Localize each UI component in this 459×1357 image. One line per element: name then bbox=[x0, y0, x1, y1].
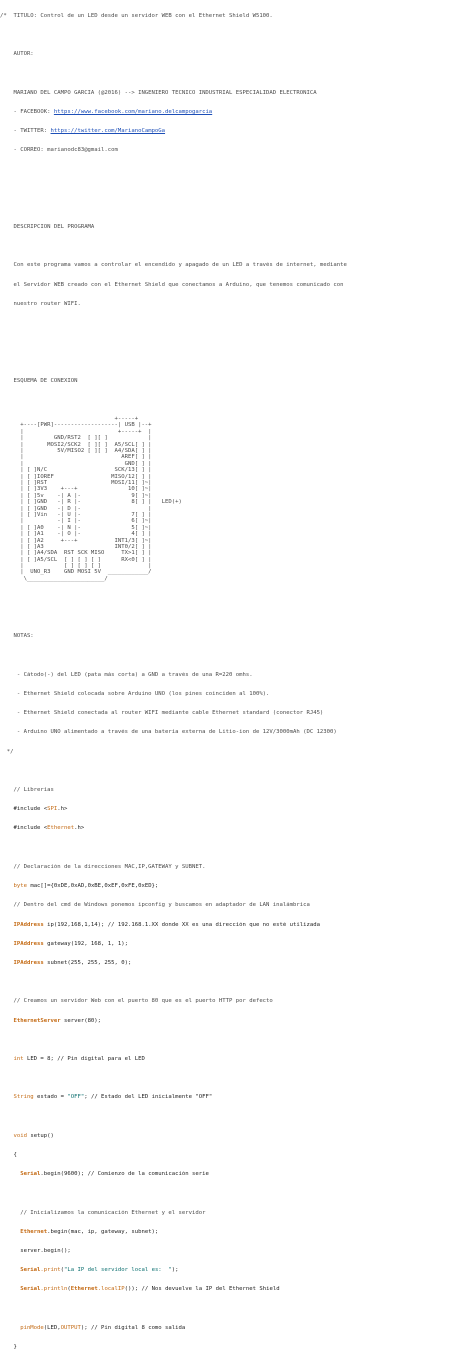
ethernet-library: Ethernet bbox=[47, 825, 75, 832]
diagram-line: | [ ]A3 INT0/2[ ] | bbox=[0, 543, 152, 550]
diagram-line: | [ ]N/C SCK/13[ ] | bbox=[0, 467, 152, 474]
ethernet-begin-call: .begin(mac, ip, gateway, subnet); bbox=[47, 1228, 159, 1235]
ethernet-object: Ethernet bbox=[0, 1228, 48, 1235]
paren-open: ( bbox=[67, 1286, 71, 1293]
diagram-line: | GND[ ] | bbox=[0, 460, 152, 467]
declaracion-comment: // Declaración de la direcciones MAC,IP,GATEWAY y SUBNET. bbox=[0, 863, 206, 870]
diagram-line: | [ ]A0 -| N |- 5[ ]~| bbox=[0, 524, 152, 531]
server-begin-line: server.begin(); bbox=[0, 1247, 71, 1254]
pinmode-line bbox=[0, 1325, 459, 1331]
init-comment: // Inicializamos la comunicación Ethernet y el servidor bbox=[0, 1209, 206, 1216]
facebook-link[interactable]: https://www.facebook.com/mariano.delcampogarcia bbox=[53, 108, 213, 115]
serial-begin-call: .begin(9600); // Comienzo de la comunicación serie bbox=[40, 1171, 209, 1178]
diagram-line: | [ ]Vin -| U |- 7[ ] | bbox=[0, 511, 152, 518]
diagram-line: | [ ]A2 +---+ INT1/3[ ]~| bbox=[0, 537, 152, 544]
setup-function-name: setup bbox=[26, 1132, 48, 1139]
ipaddress-type: IPAddress bbox=[0, 940, 44, 947]
estado-comment: ; // Estado del LED inicialmente "OFF" bbox=[84, 1094, 213, 1101]
arduino-diagram bbox=[0, 416, 459, 582]
serial-begin-line bbox=[0, 1171, 459, 1177]
gateway-line bbox=[0, 941, 459, 947]
ethernet-begin-line bbox=[0, 1229, 459, 1235]
diagram-line: | [ ]IOREF MISO/12[ ] | bbox=[0, 473, 152, 480]
diagram-line: +----[PWR]-------------------| USB |--+ bbox=[0, 422, 152, 429]
ethernet-object: Ethernet bbox=[70, 1286, 98, 1293]
autor-name: MARIANO DEL CAMPO GARCIA (@2016) --> INGENIERO TÉCNICO INDUSTRIAL ESPECIALIDAD ELECTRÓNICA bbox=[0, 89, 317, 96]
diagram-line: | [ ]RST MOSI/11[ ]~| bbox=[0, 479, 152, 486]
twitter-link[interactable]: https://twitter.com/MarianoCampoGa bbox=[50, 128, 166, 135]
include-ethernet bbox=[0, 825, 459, 831]
paren-open: ( bbox=[60, 1267, 65, 1274]
void-type: void bbox=[0, 1132, 27, 1139]
setup-parens: () bbox=[47, 1132, 54, 1139]
diagram-line: | [ ]3V3 +---+ 10[ ]~| bbox=[0, 486, 152, 493]
nota-item: - Arduino UNO alimentado a través de una batería externa de Litio-ion de 12V/3000mAh (DC 12300) bbox=[0, 729, 337, 736]
include-directive: #include < bbox=[0, 825, 48, 832]
spi-library: SPI bbox=[47, 806, 58, 813]
diagram-line: | [ ]GND -| R |- 8[ ] | LED(+) bbox=[0, 499, 182, 506]
descripcion-line-3: nuestro router WIFI. bbox=[0, 300, 81, 307]
ip-declaration: ip(192,168,1,14); // 192.168.1.XX donde XX es una dirección que no esté utilizada bbox=[43, 921, 320, 928]
println-method: .println bbox=[40, 1286, 68, 1293]
include-suffix: .h> bbox=[57, 806, 68, 813]
twitter-line bbox=[0, 128, 459, 134]
ipaddress-type: IPAddress bbox=[0, 959, 44, 966]
server-line bbox=[0, 1018, 459, 1024]
diagram-line: | [ ]A4/SDA RST SCK MISO TX>1[ ] | bbox=[0, 550, 152, 557]
facebook-prefix: - FACEBOOK: bbox=[0, 108, 54, 115]
esquema-heading: ESQUEMA DE CONEXION bbox=[0, 377, 78, 384]
diagram-line: | UNO_R3 GND MOSI 5V ____________/ bbox=[0, 569, 152, 576]
descripcion-heading: DESCRIPCIÓN DEL PROGRAMA bbox=[0, 224, 95, 231]
int-type: int bbox=[0, 1055, 24, 1062]
librerias-comment: // Librerías bbox=[0, 787, 54, 794]
notas-heading: NOTAS: bbox=[0, 633, 34, 640]
brace-close: } bbox=[0, 1343, 17, 1350]
include-directive: #include < bbox=[0, 806, 48, 813]
ipaddress-type: IPAddress bbox=[0, 921, 44, 928]
autor-label: AUTOR: bbox=[0, 51, 34, 58]
led-line bbox=[0, 1056, 459, 1062]
output-constant: OUTPUT bbox=[60, 1324, 81, 1331]
gateway-declaration: gateway(192, 168, 1, 1); bbox=[43, 940, 128, 947]
twitter-prefix: - TWITTER: bbox=[0, 128, 51, 135]
diagram-line: | [ ] [ ] [ ] | bbox=[0, 563, 152, 570]
led-declaration: LED = 8; // Pin digital para el LED bbox=[23, 1055, 145, 1062]
diagram-line: | AREF[ ] | bbox=[0, 454, 152, 461]
localip-method: .localIP bbox=[97, 1286, 125, 1293]
descripcion-line-1: Con este programa vamos a controlar el encendido y apagado de un LED a través de internet, mediante bbox=[0, 262, 347, 269]
server-declaration: server(80); bbox=[60, 1017, 102, 1024]
comment-end: */ bbox=[0, 748, 14, 755]
print-string: "La IP del servidor local es: " bbox=[64, 1267, 172, 1274]
mac-declaration: mac[]={0xDE,0xAD,0xBE,0xEF,0xFE,0xED}; bbox=[26, 883, 159, 890]
estado-line bbox=[0, 1094, 459, 1100]
estado-declaration: estado = bbox=[33, 1094, 68, 1101]
diagram-line: | [ ]GND -| D |- | bbox=[0, 505, 152, 512]
correo-line: - CORREO: marianodc83@gmail.com bbox=[0, 147, 118, 154]
mac-line bbox=[0, 883, 459, 889]
diagram-line: | +-----+ | bbox=[0, 428, 152, 435]
diagram-line: | -| I |- 6[ ]~| bbox=[0, 518, 152, 525]
serial-object: Serial bbox=[0, 1171, 41, 1178]
subnet-line bbox=[0, 960, 459, 966]
nota-item: - Cátodo(-) del LED (pata más corta) a GND a través de una R=220 omhs. bbox=[0, 671, 253, 678]
include-spi bbox=[0, 806, 459, 812]
subnet-declaration: subnet(255, 255, 255, 0); bbox=[43, 959, 132, 966]
nota-item: - Ethernet Shield colocada sobre Arduino UNO (los pines coinciden al 100%). bbox=[0, 691, 270, 698]
setup-signature bbox=[0, 1133, 459, 1139]
estado-string: "OFF" bbox=[67, 1094, 85, 1101]
descripcion-line-2: el Servidor WEB creado con el Ethernet Shield que conectamos a Arduino, que tenemos comunicado con bbox=[0, 281, 344, 288]
byte-type: byte bbox=[0, 883, 27, 890]
title-line: /* TITULO: Control de un LED desde un servidor WEB con el Ethernet Shield W5100. bbox=[0, 12, 273, 19]
diagram-line: | [ ]5v -| A |- 9[ ]~| bbox=[0, 492, 152, 499]
serial-object: Serial bbox=[0, 1286, 41, 1293]
ethernetserver-type: EthernetServer bbox=[0, 1017, 61, 1024]
pinmode-function: pinMode bbox=[0, 1324, 44, 1331]
serial-object: Serial bbox=[0, 1267, 41, 1274]
dentro-comment: // Dentro del cmd de Windows ponemos ipconfig y buscamos en adaptador de LAN inalámbrica bbox=[0, 902, 310, 909]
diagram-line: | [ ]A1 -| O |- 4[ ] | bbox=[0, 531, 152, 538]
server-comment: // Creamos un servidor Web con el puerto 80 que es el puerto HTTP por defecto bbox=[0, 998, 273, 1005]
diagram-line: | GND/RST2 [ ][ ] | bbox=[0, 435, 152, 442]
diagram-line: \_______________________/ bbox=[0, 575, 108, 582]
pinmode-args: (LED, bbox=[43, 1324, 61, 1331]
brace-open: { bbox=[0, 1151, 17, 1158]
facebook-line bbox=[0, 109, 459, 115]
ip-line bbox=[0, 922, 459, 928]
diagram-line: | MOSI2/SCK2 [ ][ ] A5/SCL[ ] | bbox=[0, 441, 152, 448]
print-method: .print bbox=[40, 1267, 61, 1274]
pinmode-comment: ); // Pin digital 8 como salida bbox=[80, 1324, 186, 1331]
diagram-line: | [ ]A5/SCL [ ] [ ] [ ] RX<0[ ] | bbox=[0, 556, 152, 563]
nota-item: - Ethernet Shield conectada al router WIFI mediante cable Ethernet standard (conector RJ45) bbox=[0, 710, 324, 717]
include-suffix: .h> bbox=[74, 825, 85, 832]
paren-close: ); bbox=[171, 1267, 179, 1274]
diagram-line: | 5V/MISO2 [ ][ ] A4/SDA[ ] | bbox=[0, 448, 152, 455]
diagram-line: +-----+ bbox=[0, 416, 139, 423]
string-type: String bbox=[0, 1094, 34, 1101]
serial-println-line bbox=[0, 1286, 459, 1292]
println-comment: ()); // Nos devuelve la IP del Ethernet Shield bbox=[124, 1286, 280, 1293]
serial-print-line bbox=[0, 1267, 459, 1273]
